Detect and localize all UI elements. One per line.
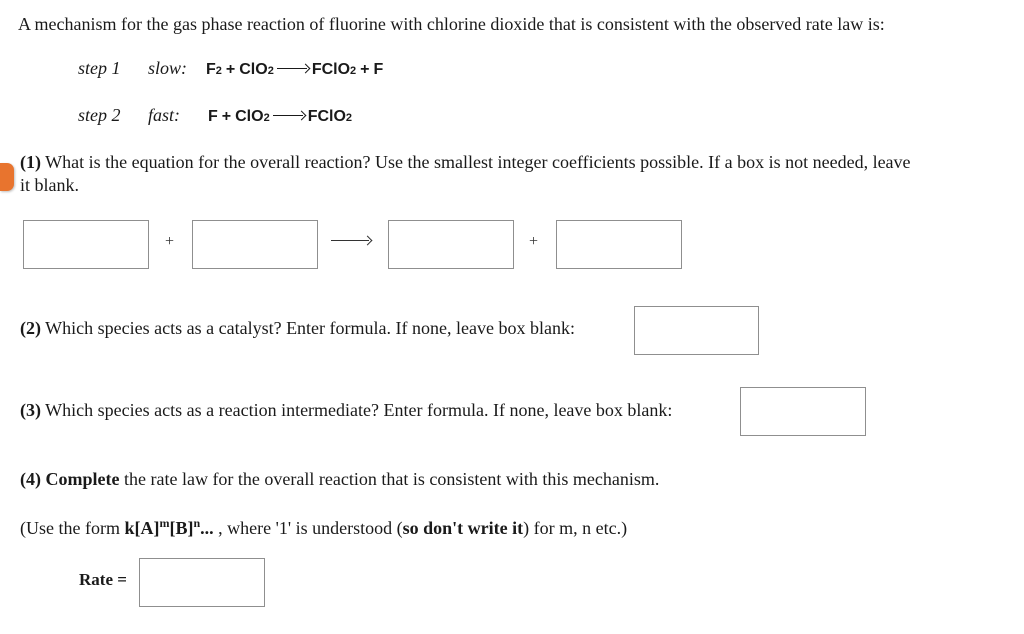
plus-sign: + — [529, 233, 539, 250]
mechanism-step-2 — [78, 105, 352, 126]
question-4-prompt: the rate law for the overall reaction that is consistent with this mechanism. — [119, 469, 660, 489]
exponent-m: m — [159, 516, 170, 530]
question-marker-icon — [0, 163, 14, 191]
product-fclo2: FClO — [307, 108, 346, 125]
rate-law-form — [124, 518, 213, 538]
product-f: F — [373, 61, 384, 78]
plus-sign: + — [165, 233, 175, 250]
hint-close: ) for m, n etc.) — [523, 518, 628, 538]
step-2-speed: fast: — [148, 105, 181, 125]
question-2-text — [20, 318, 575, 339]
question-1-text — [20, 152, 911, 173]
question-4-bold-word: Complete — [41, 469, 120, 489]
overall-reactant-1-input[interactable] — [23, 220, 149, 269]
product-fclo2: FClO — [311, 61, 351, 78]
step-1-speed: slow: — [148, 58, 188, 78]
overall-product-2-input[interactable] — [556, 220, 682, 269]
plus-sign: + — [221, 108, 232, 125]
question-3-text — [20, 400, 672, 421]
reaction-arrow-icon — [273, 111, 305, 121]
question-4-text — [20, 469, 659, 490]
form-dots: ... — [200, 518, 214, 538]
question-2-number: (2) — [20, 318, 41, 338]
hint-mid: , where '1' is understood ( — [213, 518, 403, 538]
question-2-prompt: Which species acts as a catalyst? Enter formula. If none, leave box blank: — [41, 318, 575, 338]
exponent-n: n — [193, 516, 201, 530]
hint-bold: so don't write it — [402, 518, 524, 538]
reactant-clo2: ClO — [235, 108, 264, 125]
reaction-arrow-icon — [331, 236, 371, 246]
rate-law-form-hint — [20, 516, 627, 539]
reactant-f: F — [208, 108, 218, 125]
question-1-number: (1) — [20, 152, 41, 172]
reactant-f2: F — [206, 61, 216, 78]
question-3-number: (3) — [20, 400, 41, 420]
plus-sign: + — [225, 61, 236, 78]
form-b: [B] — [169, 518, 194, 538]
question-3-prompt: Which species acts as a reaction intermediate? Enter formula. If none, leave box blank: — [41, 400, 673, 420]
rate-law-input[interactable] — [139, 558, 265, 607]
intermediate-input[interactable] — [740, 387, 866, 436]
reaction-arrow-icon — [277, 64, 309, 74]
step-2-label: step 2 — [78, 105, 121, 125]
mechanism-step-1 — [78, 58, 383, 79]
question-1-line-1: What is the equation for the overall reaction? Use the smallest integer coefficients possible. If a box is not needed, leave — [41, 152, 911, 172]
step-1-equation: F 2 + ClO 2 FClO 2 + F — [206, 61, 384, 78]
overall-product-1-input[interactable] — [388, 220, 514, 269]
step-1-label: step 1 — [78, 58, 121, 78]
plus-sign: + — [360, 61, 370, 78]
reactant-clo2: ClO — [239, 61, 268, 78]
step-2-equation: F + ClO 2 FClO 2 — [208, 108, 353, 125]
catalyst-input[interactable] — [634, 306, 759, 355]
overall-reactant-2-input[interactable] — [192, 220, 318, 269]
hint-open: (Use the form — [20, 518, 125, 538]
question-4-number: (4) — [20, 469, 41, 489]
intro-text: A mechanism for the gas phase reaction of fluorine with chlorine dioxide that is consistent with the observed rate law is: — [18, 14, 885, 34]
rate-label: Rate = — [79, 570, 127, 589]
question-1-line-2: it blank. — [20, 175, 79, 195]
form-k-a: k[A] — [124, 518, 160, 538]
